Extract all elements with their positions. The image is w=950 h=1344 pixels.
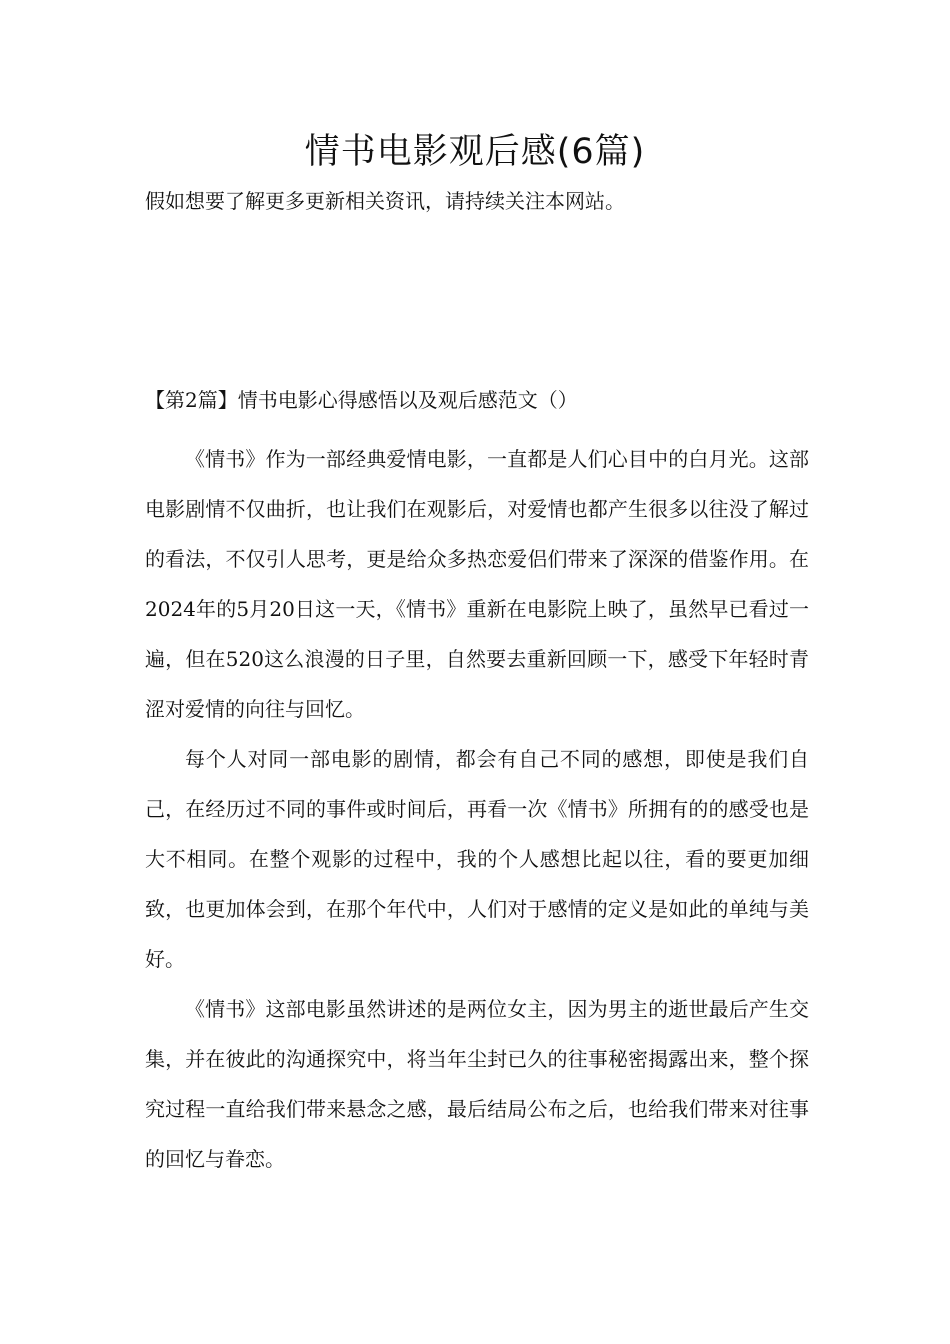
paragraph: 每个人对同一部电影的剧情，都会有自己不同的感想，即使是我们自己，在经历过不同的事件或时间后，再看一次《情书》所拥有的的感受也是大不相同。在整个观影的过程中，我的个人感想比起以往，看的要更加细致，也更加体会到，在那个年代中，人们对于感情的定义是如此的单纯与美好。 xyxy=(145,747,809,971)
document-title: 情书电影观后感(6篇) xyxy=(304,132,646,172)
paragraph: 《情书》这部电影虽然讲述的是两位女主，因为男主的逝世最后产生交集，并在彼此的沟通探究中，将当年尘封已久的往事秘密揭露出来，整个探究过程一直给我们带来悬念之感，最后结局公布之后，也给我们带来对往事的回忆与眷恋。 xyxy=(145,997,809,1171)
paragraph: 《情书》作为一部经典爱情电影，一直都是人们心目中的白月光。这部电影剧情不仅曲折，也让我们在观影后，对爱情也都产生很多以往没了解过的看法，不仅引人思考，更是给众多热恋爱侣们带来了深深的借鉴作用。在2024年的5月20日这一天，《情书》重新在电影院上映了，虽然早已看过一遍，但在520这么浪漫的日子里，自然要去重新回顾一下，感受下年轻时青涩对爱情的向往与回忆。 xyxy=(145,447,809,721)
section-heading: 【第2篇】情书电影心得感悟以及观后感范文（） xyxy=(145,388,578,412)
document-body xyxy=(145,384,809,1184)
document-subtitle: 假如想要了解更多更新相关资讯，请持续关注本网站。 xyxy=(145,189,625,213)
